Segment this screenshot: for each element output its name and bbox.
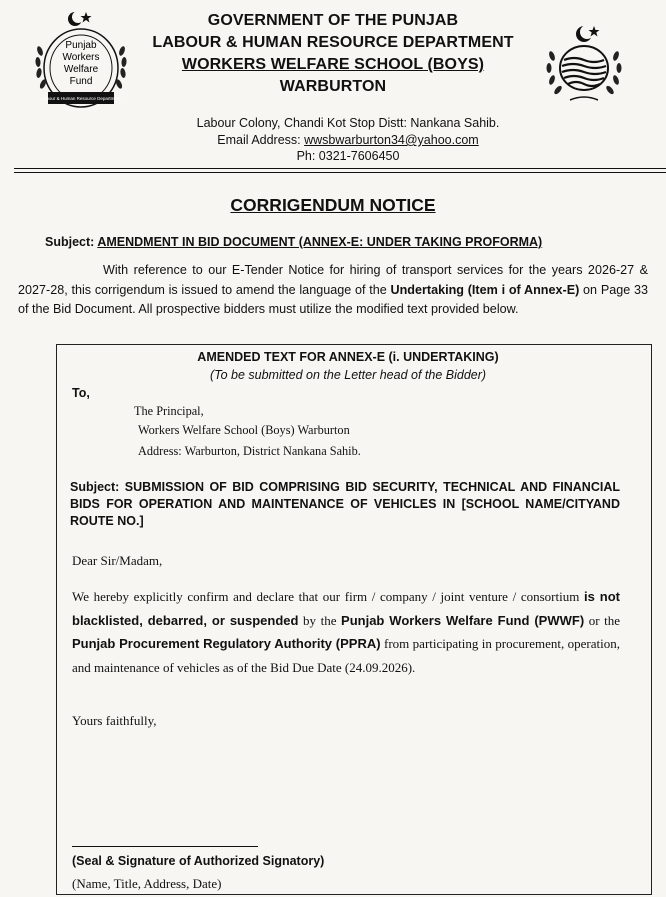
body-text: We hereby explicitly confirm and declare that our firm / company / joint venture / consortium [72,589,584,604]
intro-bold: Undertaking (Item i of Annex-E) [390,282,580,297]
signature-line [72,846,258,847]
logo-word: Workers [62,52,100,63]
header-school: WORKERS WELFARE SCHOOL (BOYS) [181,56,485,73]
body-bold: Punjab Procurement Regulatory Authority (PPRA) [72,636,381,651]
header-phone: Ph: 0321-7606450 [296,149,400,163]
header-divider [14,172,666,173]
intro-text: on Page 33 of the Bid Document. All prospective bidders must utilize the modified text provided below. [18,282,648,316]
body-text: by the [298,612,342,628]
body-text: from participating in procurement, operation, and maintenance of vehicles as of the Bid Due Date (24.09.2026). [72,636,620,675]
intro-text: With reference to our E-Tender Notice for hiring of transport services for the years 2026-27 & 2027-28, this corrigendum is issued to amend the language of the [18,263,648,297]
body-bold: Punjab Workers Welfare Fund (PWWF) [341,612,585,628]
bid-subject-text: SUBMISSION OF BID COMPRISING BID SECURITY, TECHNICAL AND FINANCIAL BIDS FOR OPERATION AND MAINTENANCE OF VEHICLES IN [SCHOOL NAME/CITYAND ROUTE NO.] [70,480,620,528]
body-text: or the [584,612,620,628]
logo-caption: Labour & Human Resource Department [41,96,121,101]
header-address: Labour Colony, Chandi Kot Stop Distt: Nankana Sahib. [196,116,500,130]
header-divider [14,168,666,169]
header-email-line [0,133,666,147]
bid-subject [70,479,620,530]
to-label: To, [72,386,90,400]
logo-word: Fund [69,76,93,87]
notice-title: CORRIGENDUM NOTICE [230,195,436,215]
amended-title: AMENDED TEXT FOR ANNEX-E (i. UNDERTAKING) [197,350,499,364]
notice-subject [45,235,542,249]
email-link[interactable]: wwsbwarburton34@yahoo.com [304,133,479,147]
signature-label: (Seal & Signature of Authorized Signatory) [72,854,325,868]
addressee-line: The Principal, [134,404,204,418]
subject-text: AMENDMENT IN BID DOCUMENT (ANNEX-E: UNDER TAKING PROFORMA) [97,235,543,249]
header-department: LABOUR & HUMAN RESOURCE DEPARTMENT [152,34,514,51]
body-bold: is not blacklisted, debarred, or suspended [72,589,620,628]
header-location: WARBURTON [279,78,387,95]
subject-label: Subject: [45,235,98,249]
bid-subject-label: Subject: [70,480,125,494]
closing: Yours faithfully, [72,713,157,728]
addressee-line: Workers Welfare School (Boys) Warburton [138,423,350,437]
addressee-line: Address: Warburton, District Nankana Sahib. [138,444,361,458]
signature-details: (Name, Title, Address, Date) [72,876,222,891]
notice-intro [18,261,648,320]
email-label: Email Address: [217,133,305,147]
logo-word: Welfare [63,64,99,75]
logo-word: Punjab [65,40,97,51]
salutation: Dear Sir/Madam, [72,553,163,568]
header-government: GOVERNMENT OF THE PUNJAB [207,12,459,29]
undertaking-body [72,585,620,679]
amended-subtitle: (To be submitted on the Letter head of the Bidder) [209,368,487,382]
